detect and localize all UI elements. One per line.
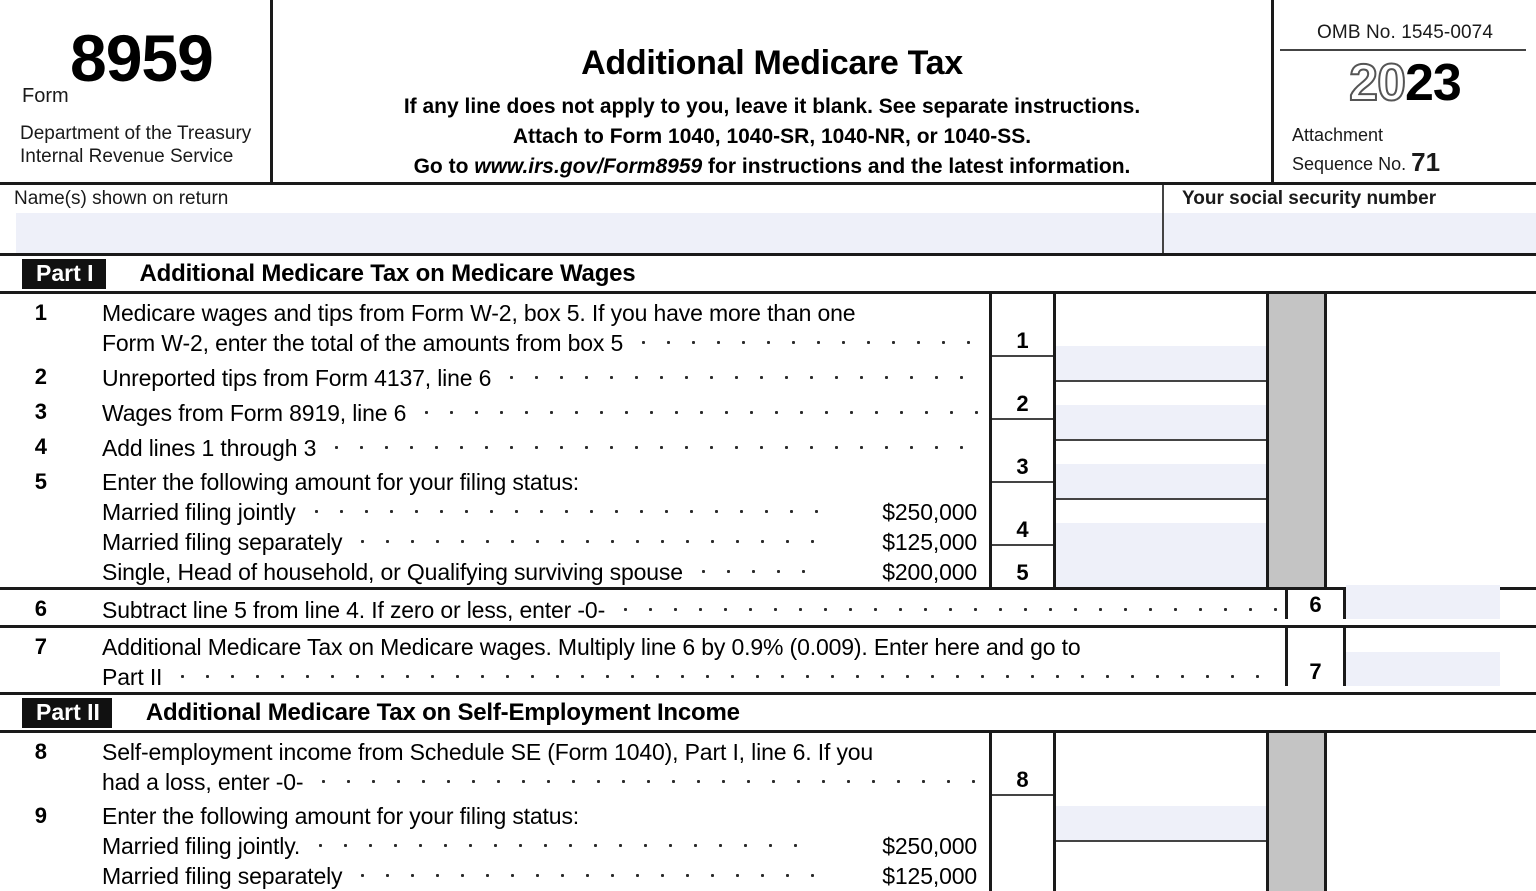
part-2-tag: Part II	[22, 698, 112, 728]
form-word-label: Form	[22, 85, 69, 108]
line-2-dot-leader	[499, 363, 981, 386]
line-7-input[interactable]	[1346, 652, 1500, 686]
line-4-input[interactable]	[1056, 523, 1266, 557]
attachment-sequence-line	[1292, 147, 1440, 178]
line-7-text-row-1	[102, 633, 1285, 662]
line-6-text-row	[102, 595, 1285, 625]
tax-year-suffix: 23	[1405, 54, 1461, 112]
line-7-text-a: Additional Medicare Tax on Medicare wages. Multiply line 6 by 0.9% (0.009). Enter here and go to	[102, 633, 1081, 662]
form-header	[0, 0, 1536, 182]
lines-1-5-text-column	[0, 294, 989, 587]
line-1-number: 1	[0, 294, 52, 358]
line-9-row	[0, 797, 989, 891]
line-8-text	[52, 733, 989, 797]
line-7-text-row-2	[102, 662, 1285, 692]
attachment-sequence-block	[1292, 125, 1440, 178]
line-5-box-number: 5	[992, 560, 1053, 586]
line-9-status-mfs-amount: $125,000	[827, 862, 989, 891]
line-4-box-number-cell	[992, 483, 1053, 546]
line-8-box-number: 8	[992, 767, 1053, 793]
line-5-row	[0, 463, 989, 587]
line-3-text-row	[102, 398, 989, 428]
line-4-dot-leader	[324, 433, 981, 456]
line-3-dot-leader	[414, 398, 981, 421]
line-9-entry-cell[interactable]	[1056, 842, 1266, 891]
line-1-text-a: Medicare wages and tips from Form W-2, box 5. If you have more than one	[102, 299, 855, 328]
entry-number-column-2	[992, 733, 1056, 891]
line-2-entry-cell[interactable]	[1056, 382, 1266, 441]
line-9-status-mfs-label: Married filing separately	[102, 862, 342, 891]
part-1-banner	[0, 253, 1536, 291]
line-9-text-row	[102, 802, 989, 831]
line-8-text-row-1	[102, 738, 989, 767]
line-3-input[interactable]	[1056, 464, 1266, 498]
line-8-number: 8	[0, 733, 52, 797]
line-6-dot-leader	[613, 595, 1277, 618]
line-5-status-single-amount: $200,000	[827, 558, 989, 587]
line-4-text-a: Add lines 1 through 3	[102, 434, 316, 463]
line-7-box-number: 7	[1288, 659, 1343, 685]
form-subtitle-1: If any line does not apply to you, leave it blank. See separate instructions.	[273, 92, 1271, 122]
attachment-sequence-label: Sequence No.	[1292, 154, 1406, 174]
line-1-text-row-2	[102, 328, 989, 358]
department-line-1: Department of the Treasury	[20, 122, 251, 145]
line-9-text	[52, 797, 989, 891]
line-6-section	[0, 587, 1536, 625]
lines-8-9-entry-group	[989, 733, 1536, 891]
line-9-text-a: Enter the following amount for your filing status:	[102, 802, 579, 831]
part-2-lines-8-9	[0, 730, 1536, 891]
tax-year-block	[1274, 53, 1536, 115]
line-4-number: 4	[0, 428, 52, 463]
part-2-banner	[0, 692, 1536, 730]
part-1-title: Additional Medicare Tax on Medicare Wages	[140, 260, 636, 288]
line-4-entry-cell[interactable]	[1056, 500, 1266, 559]
line-6-input[interactable]	[1346, 585, 1500, 619]
line-7-text-b: Part II	[102, 663, 162, 692]
line-7-dot-leader	[170, 662, 1277, 685]
line-5-status-mfs-amount: $125,000	[827, 528, 989, 557]
entry-value-column-2	[1056, 733, 1269, 891]
line-7-section	[0, 625, 1536, 692]
line-3-entry-cell[interactable]	[1056, 441, 1266, 500]
name-field-cell[interactable]	[0, 185, 1164, 253]
line-8-text-row-2	[102, 767, 989, 797]
line-2-text-a: Unreported tips from Form 4137, line 6	[102, 364, 491, 393]
omb-divider	[1280, 49, 1526, 51]
line-7-row	[0, 628, 1536, 692]
page-title: Additional Medicare Tax	[273, 44, 1271, 83]
lines-1-5-entry-group	[989, 294, 1536, 587]
line-5-number: 5	[0, 463, 52, 587]
line-5-status-mfs	[102, 527, 989, 557]
line-4-text	[52, 428, 989, 463]
form-identity-block	[0, 0, 273, 182]
ssn-field-cell[interactable]	[1164, 185, 1536, 253]
form-title-block	[273, 0, 1274, 182]
lines-1-5-group	[0, 294, 1536, 587]
line-3-number: 3	[0, 393, 52, 428]
name-input[interactable]	[16, 213, 1162, 253]
name-field-label: Name(s) shown on return	[14, 188, 228, 210]
line-6-number: 6	[0, 590, 52, 625]
entry-group-tail-2	[1327, 733, 1536, 891]
line-5-text-a: Enter the following amount for your filing status:	[102, 468, 579, 497]
line-1-entry-cell[interactable]	[1056, 294, 1266, 382]
line-8-text-a: Self-employment income from Schedule SE (Form 1040), Part I, line 6. If you	[102, 738, 873, 767]
line-1-box-number-cell	[992, 294, 1053, 357]
goto-prefix: Go to	[414, 155, 475, 178]
line-2-text	[52, 358, 989, 393]
line-8-dot-leader	[311, 767, 981, 790]
line-3-row	[0, 393, 989, 428]
line-9-box-number-cell	[992, 796, 1053, 891]
line-5-text	[52, 463, 989, 587]
line-1-text	[52, 294, 989, 358]
attachment-label: Attachment	[1292, 125, 1440, 147]
line-1-row	[0, 294, 989, 358]
line-6-box-number: 6	[1288, 592, 1343, 618]
line-2-number: 2	[0, 358, 52, 393]
line-9-number: 9	[0, 797, 52, 891]
line-7-number: 7	[0, 628, 52, 692]
line-2-row	[0, 358, 989, 393]
line-8-input[interactable]	[1056, 806, 1266, 840]
line-1-text-row-1	[102, 299, 989, 328]
tax-year	[1274, 53, 1536, 113]
line-5-text-row	[102, 468, 989, 497]
ssn-input[interactable]	[1164, 213, 1536, 253]
line-6-text-a: Subtract line 5 from line 4. If zero or less, enter -0-	[102, 596, 605, 625]
line-3-text-a: Wages from Form 8919, line 6	[102, 399, 406, 428]
department-block	[20, 122, 251, 168]
line-2-box-number-cell	[992, 357, 1053, 420]
lines-8-9-text-column	[0, 733, 989, 891]
part-1-lines-1-5	[0, 291, 1536, 587]
line-8-entry-cell[interactable]	[1056, 733, 1266, 842]
line-4-text-row	[102, 433, 989, 463]
form-subtitle-2: Attach to Form 1040, 1040-SR, 1040-NR, or 1040-SS.	[273, 122, 1271, 152]
line-2-box-number: 2	[992, 391, 1053, 417]
form-number: 8959	[70, 25, 213, 91]
line-4-row	[0, 428, 989, 463]
line-6-entry-cell[interactable]	[1346, 590, 1536, 619]
line-6-row	[0, 590, 1536, 625]
entry-value-column	[1056, 294, 1269, 587]
line-1-input[interactable]	[1056, 346, 1266, 380]
irs-form-url[interactable]: www.irs.gov/Form8959	[474, 155, 702, 178]
line-8-text-b: had a loss, enter -0-	[102, 768, 303, 797]
gray-divider-column-2	[1269, 733, 1327, 891]
line-5-status-single	[102, 557, 989, 587]
identity-row	[0, 182, 1536, 253]
line-5-status-mfj	[102, 497, 989, 527]
line-4-box-number: 4	[992, 517, 1053, 543]
part-2-title: Additional Medicare Tax on Self-Employment Income	[146, 699, 740, 727]
line-9-status-mfj-label: Married filing jointly.	[102, 832, 300, 861]
line-5-single-dot-leader	[691, 557, 819, 580]
line-5-input[interactable]	[1056, 553, 1266, 587]
line-9-status-mfj	[102, 831, 989, 861]
line-9-mfj-dot-leader	[308, 831, 819, 854]
department-line-2: Internal Revenue Service	[20, 145, 251, 168]
line-2-text-row	[102, 363, 989, 393]
entry-group-tail	[1327, 294, 1536, 587]
line-7-text	[52, 628, 1285, 692]
line-3-box-number-cell	[992, 420, 1053, 483]
line-5-mfj-dot-leader	[304, 497, 819, 520]
line-5-status-mfj-label: Married filing jointly	[102, 498, 296, 527]
line-7-box-number-cell	[1285, 628, 1346, 686]
entry-number-column	[992, 294, 1056, 587]
line-3-text	[52, 393, 989, 428]
line-5-entry-cell[interactable]	[1056, 559, 1266, 587]
line-5-status-mfj-amount: $250,000	[827, 498, 989, 527]
line-1-box-number: 1	[992, 328, 1053, 354]
ssn-field-label: Your social security number	[1182, 188, 1436, 210]
form-subtitle-3	[273, 152, 1271, 182]
part-1-tag: Part I	[22, 259, 106, 289]
attachment-sequence-number: 71	[1411, 147, 1440, 177]
line-6-text	[52, 590, 1285, 625]
lines-8-9-group	[0, 733, 1536, 891]
gray-divider-column	[1269, 294, 1327, 587]
line-5-mfs-dot-leader	[350, 527, 819, 550]
line-5-box-number-cell	[992, 546, 1053, 587]
goto-suffix: for instructions and the latest information.	[702, 155, 1130, 178]
line-9-mfs-dot-leader	[350, 861, 819, 884]
line-8-box-number-cell	[992, 733, 1053, 796]
line-9-status-mfj-amount: $250,000	[827, 832, 989, 861]
line-6-box-number-cell	[1285, 590, 1346, 619]
omb-year-block	[1274, 0, 1536, 182]
line-7-entry-cell[interactable]	[1346, 628, 1536, 686]
line-5-status-single-label: Single, Head of household, or Qualifying surviving spouse	[102, 558, 683, 587]
line-1-text-b: Form W-2, enter the total of the amounts from box 5	[102, 329, 623, 358]
line-2-input[interactable]	[1056, 405, 1266, 439]
line-8-row	[0, 733, 989, 797]
line-5-status-mfs-label: Married filing separately	[102, 528, 342, 557]
line-1-dot-leader	[631, 328, 981, 351]
tax-year-century: 20	[1349, 54, 1405, 112]
line-9-status-mfs	[102, 861, 989, 891]
line-3-box-number: 3	[992, 454, 1053, 480]
omb-number: OMB No. 1545-0074	[1274, 0, 1536, 44]
